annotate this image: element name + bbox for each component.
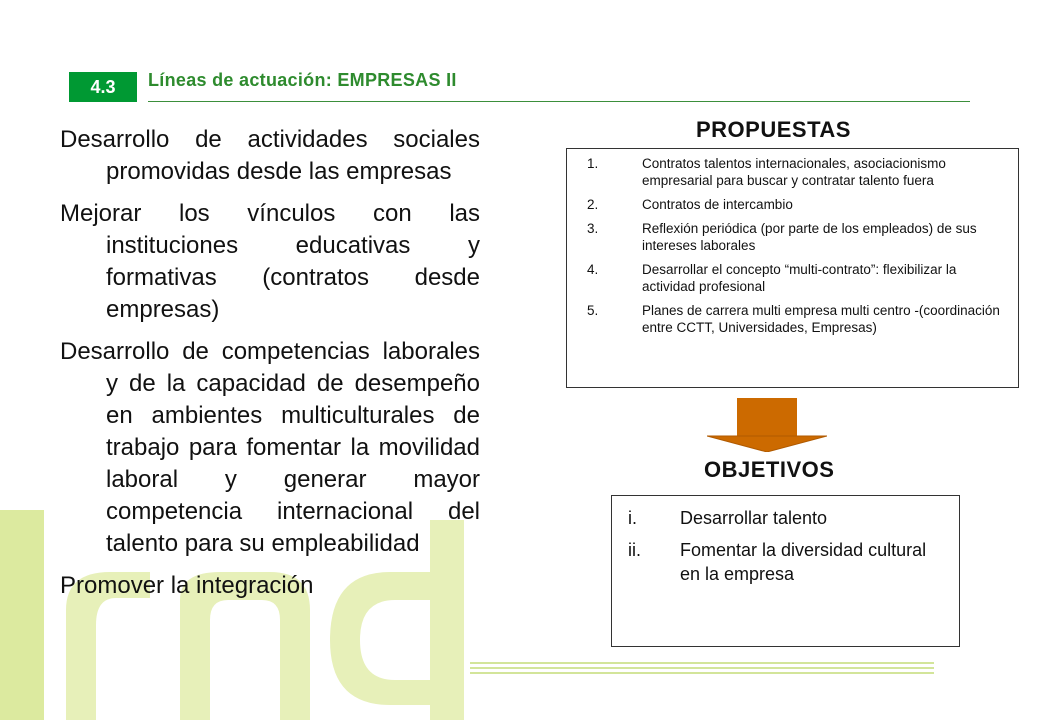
item-number: 4. bbox=[587, 262, 599, 277]
item-number: 1. bbox=[587, 156, 599, 171]
item-number: 2. bbox=[587, 197, 599, 212]
objetivos-heading: OBJETIVOS bbox=[704, 457, 835, 482]
objetivos-box bbox=[611, 495, 960, 647]
slide-title: Líneas de actuación: EMPRESAS II bbox=[148, 70, 457, 90]
list-item bbox=[587, 302, 1012, 336]
header-divider bbox=[148, 101, 970, 102]
propuestas-list bbox=[587, 155, 1012, 343]
item-number: 5. bbox=[587, 303, 599, 318]
item-text: Planes de carrera multi empresa multi centro -(coordinación entre CCTT, Universidades, Empresas) bbox=[642, 303, 1000, 335]
item-text: Contratos de intercambio bbox=[642, 197, 793, 212]
list-item bbox=[587, 261, 1012, 295]
list-item bbox=[628, 506, 928, 530]
action-lines-text bbox=[60, 124, 480, 612]
list-item bbox=[587, 220, 1012, 254]
propuestas-box bbox=[566, 148, 1019, 388]
section-number-badge: 4.3 bbox=[69, 72, 137, 102]
down-arrow-icon bbox=[707, 398, 827, 452]
item-number: 3. bbox=[587, 221, 599, 236]
item-text: Contratos talentos internacionales, asociacionismo empresarial para buscar y contratar talento fuera bbox=[642, 156, 946, 188]
list-item bbox=[587, 155, 1012, 189]
propuestas-heading: PROPUESTAS bbox=[696, 117, 851, 142]
action-line: Desarrollo de actividades sociales promovidas desde las empresas bbox=[60, 126, 480, 185]
objetivos-list bbox=[628, 506, 928, 594]
item-text: Reflexión periódica (por parte de los empleados) de sus intereses laborales bbox=[642, 221, 977, 253]
item-text: Fomentar la diversidad cultural en la empresa bbox=[680, 540, 927, 584]
item-text: Desarrollar el concepto “multi-contrato”: flexibilizar la actividad profesional bbox=[642, 262, 957, 294]
action-line: Mejorar los vínculos con las instituciones educativas y formativas (contratos desde empresas) bbox=[60, 200, 480, 323]
action-line: Desarrollo de competencias laborales y de la capacidad de desempeño en ambientes multiculturales de trabajo para fomentar la movilidad laboral y generar mayor competencia internacional del talento para su empleabilidad bbox=[60, 338, 480, 557]
item-number: i. bbox=[628, 508, 637, 528]
action-line: Promover la integración bbox=[60, 572, 314, 599]
decorative-lines bbox=[470, 662, 934, 677]
list-item bbox=[628, 538, 928, 586]
list-item bbox=[587, 196, 1012, 213]
item-text: Desarrollar talento bbox=[680, 508, 828, 528]
item-number: ii. bbox=[628, 540, 641, 560]
